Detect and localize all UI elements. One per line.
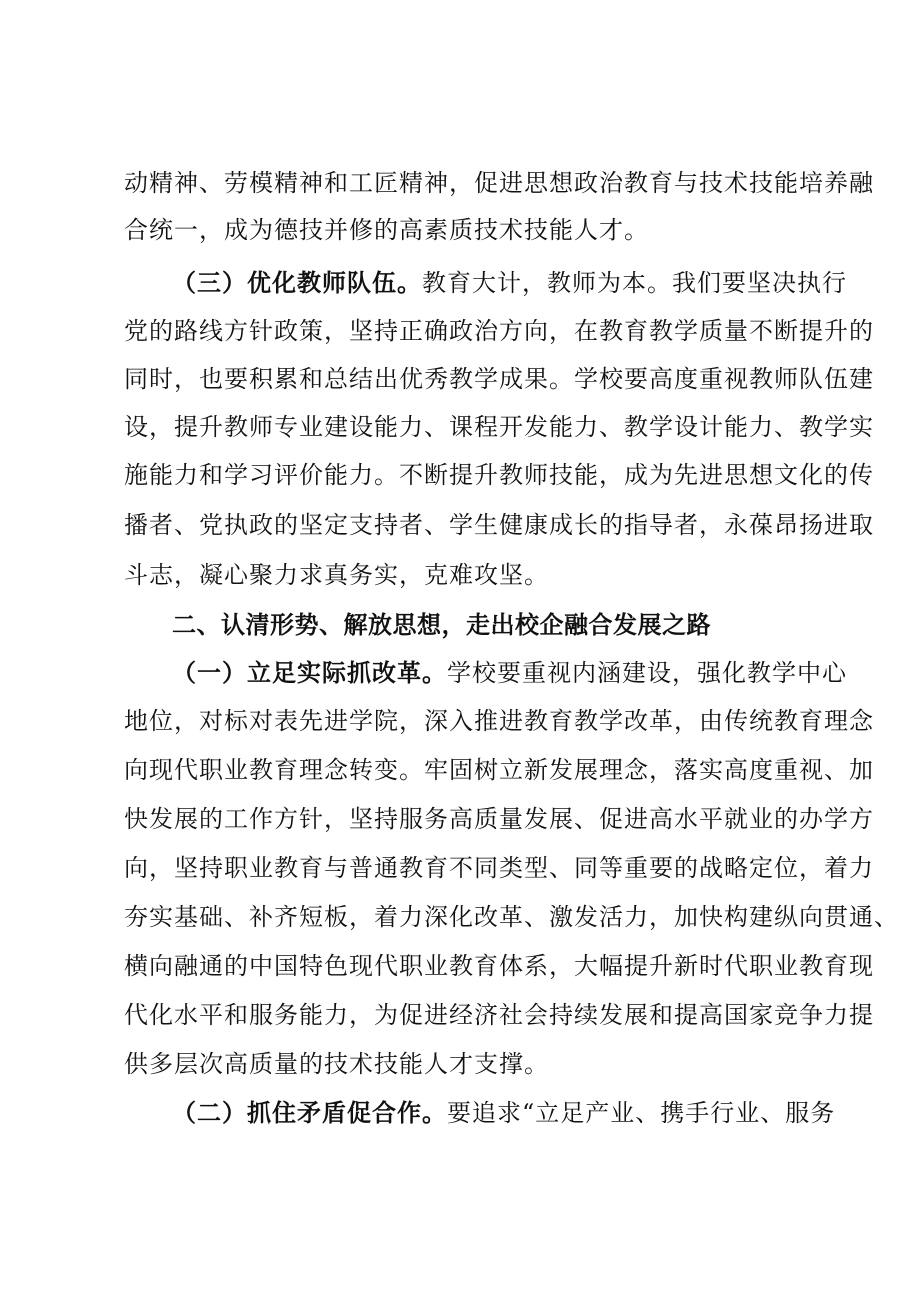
paragraph-line: 向，坚持职业教育与普通教育不同类型、同等重要的战略定位，着力 <box>124 854 874 882</box>
paragraph-text: 教育大计，教师为本。我们要坚决执行 <box>422 269 847 297</box>
paragraph-line: 合统一，成为德技并修的高素质技术技能人才。 <box>124 216 649 244</box>
paragraph-line: 横向融通的中国特色现代职业教育体系，大幅提升新时代职业教育现 <box>124 952 874 980</box>
paragraph-line: 斗志，凝心聚力求真务实，克难攻坚。 <box>124 561 549 589</box>
paragraph-line: 同时，也要积累和总结出优秀教学成果。学校要高度重视教师队伍建 <box>124 365 874 393</box>
section-heading: 二、认清形势、解放思想，走出校企融合发展之路 <box>172 611 711 639</box>
paragraph-line: 夯实基础、补齐短板，着力深化改革、激发活力，加快构建纵向贯通、 <box>124 903 899 931</box>
paragraph-line: 施能力和学习评价能力。不断提升教师技能，成为先进思想文化的传 <box>124 461 874 489</box>
paragraph-title: （二）抓住矛盾促合作。 <box>172 1099 447 1127</box>
paragraph-line: 播者、党执政的坚定支持者、学生健康成长的指导者，永葆昂扬进取 <box>124 511 874 539</box>
paragraph-first-line <box>172 658 847 688</box>
paragraph-text: 学校要重视内涵建设，强化教学中心 <box>447 659 847 687</box>
paragraph-title: （一）立足实际抓改革。 <box>172 659 447 687</box>
paragraph-line: 设，提升教师专业建设能力、课程开发能力、教学设计能力、教学实 <box>124 413 874 441</box>
paragraph-title: （三）优化教师队伍。 <box>172 269 422 297</box>
paragraph-line: 党的路线方针政策，坚持正确政治方向，在教育教学质量不断提升的 <box>124 317 874 345</box>
paragraph-first-line <box>172 268 847 298</box>
paragraph-first-line <box>172 1098 836 1128</box>
paragraph-line: 动精神、劳模精神和工匠精神，促进思想政治教育与技术技能培养融 <box>124 169 874 197</box>
paragraph-line: 向现代职业教育理念转变。牢固树立新发展理念，落实高度重视、加 <box>124 756 874 784</box>
paragraph-line: 代化水平和服务能力，为促进经济社会持续发展和提高国家竞争力提 <box>124 1001 874 1029</box>
paragraph-line: 地位，对标对表先进学院，深入推进教育教学改革，由传统教育理念 <box>124 707 874 735</box>
paragraph-text: 要追求“立足产业、携手行业、服务 <box>447 1099 836 1127</box>
paragraph-line: 快发展的工作方针，坚持服务高质量发展、促进高水平就业的办学方 <box>124 805 874 833</box>
paragraph-line: 供多层次高质量的技术技能人才支撑。 <box>124 1050 549 1078</box>
